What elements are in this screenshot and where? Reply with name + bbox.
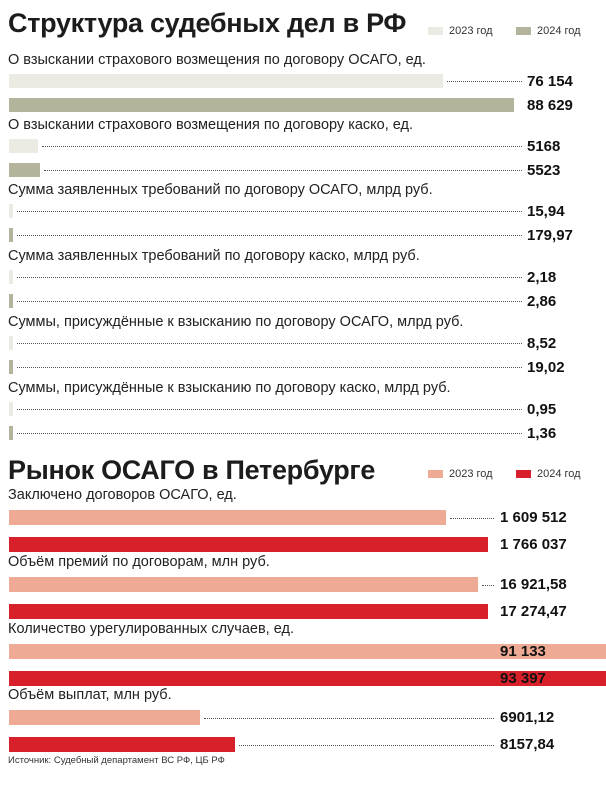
category-label: Сумма заявленных требований по договору каско, млрд руб.	[8, 248, 420, 264]
data-label: 179,97	[527, 227, 573, 244]
data-label: 76 154	[527, 73, 573, 90]
legend-label: 2023 год	[449, 25, 493, 37]
category-label: Суммы, присуждённые к взысканию по договору каско, млрд руб.	[8, 380, 451, 396]
bar-2023-год	[9, 402, 13, 416]
category-label: Объём выплат, млн руб.	[8, 687, 172, 703]
bar-2023-год	[9, 204, 13, 218]
legend-item	[428, 468, 493, 480]
legend-swatch	[516, 470, 531, 478]
leader-dots	[17, 301, 522, 302]
data-label: 15,94	[527, 203, 565, 220]
legend-label: 2023 год	[449, 468, 493, 480]
source-note: Источник: Судебный департамент ВС РФ, ЦБ РФ	[8, 755, 225, 766]
leader-dots	[447, 81, 522, 82]
leader-dots	[42, 146, 522, 147]
data-label: 19,02	[527, 359, 565, 376]
leader-dots	[17, 343, 522, 344]
legend-label: 2024 год	[537, 25, 581, 37]
leader-dots	[17, 211, 522, 212]
bar-2023-год	[9, 577, 478, 592]
bar-2024-год	[9, 426, 13, 440]
legend-label: 2024 год	[537, 468, 581, 480]
bar-2024-год	[9, 294, 13, 308]
data-label: 0,95	[527, 401, 557, 418]
legend-item	[516, 468, 581, 480]
legend-item	[516, 25, 581, 37]
bar-2024-год	[9, 98, 514, 112]
bar-2023-год	[9, 510, 446, 525]
data-label: 8157,84	[500, 736, 555, 753]
data-label: 16 921,58	[500, 576, 567, 593]
bar-2024-год	[9, 163, 40, 177]
leader-dots	[17, 409, 522, 410]
bar-2023-год	[9, 710, 200, 725]
legend-swatch	[516, 27, 531, 35]
category-label: Суммы, присуждённые к взысканию по договору ОСАГО, млрд руб.	[8, 314, 464, 330]
leader-dots	[482, 585, 494, 586]
data-label: 91 133	[500, 643, 546, 660]
leader-dots	[17, 367, 522, 368]
category-label: Количество урегулированных случаев, ед.	[8, 621, 294, 637]
leader-dots	[17, 433, 522, 434]
bar-2024-год	[9, 360, 13, 374]
leader-dots	[17, 277, 522, 278]
chart-title: Структура судебных дел в РФ	[8, 8, 407, 38]
bar-2024-год	[9, 604, 488, 619]
data-label: 8,52	[527, 335, 557, 352]
chart-title: Рынок ОСАГО в Петербурге	[8, 455, 376, 485]
data-label: 88 629	[527, 97, 573, 114]
data-label: 17 274,47	[500, 603, 567, 620]
bar-2023-год	[9, 270, 13, 284]
category-label: Объём премий по договорам, млн руб.	[8, 554, 270, 570]
data-label: 6901,12	[500, 709, 555, 726]
leader-dots	[450, 518, 494, 519]
category-label: О взыскании страхового возмещения по договору каско, ед.	[8, 117, 414, 133]
bar-2023-год	[9, 139, 38, 153]
bar-2023-год	[9, 74, 443, 88]
data-label: 2,18	[527, 269, 557, 286]
leader-dots	[17, 235, 522, 236]
category-label: О взыскании страхового возмещения по договору ОСАГО, ед.	[8, 52, 426, 68]
data-label: 1,36	[527, 425, 557, 442]
legend-item	[428, 25, 493, 37]
bar-2024-год	[9, 537, 488, 552]
data-label: 1 766 037	[500, 536, 567, 553]
legend-swatch	[428, 470, 443, 478]
data-label: 5523	[527, 162, 561, 179]
data-label: 1 609 512	[500, 509, 567, 526]
data-label: 5168	[527, 138, 561, 155]
legend-swatch	[428, 27, 443, 35]
data-label: 2,86	[527, 293, 557, 310]
category-label: Сумма заявленных требований по договору ОСАГО, млрд руб.	[8, 182, 433, 198]
bar-2023-год	[9, 336, 13, 350]
bar-2024-год	[9, 737, 235, 752]
leader-dots	[239, 745, 494, 746]
bar-2024-год	[9, 228, 13, 242]
leader-dots	[44, 170, 522, 171]
leader-dots	[204, 718, 494, 719]
category-label: Заключено договоров ОСАГО, ед.	[8, 487, 237, 503]
data-label: 93 397	[500, 670, 546, 687]
